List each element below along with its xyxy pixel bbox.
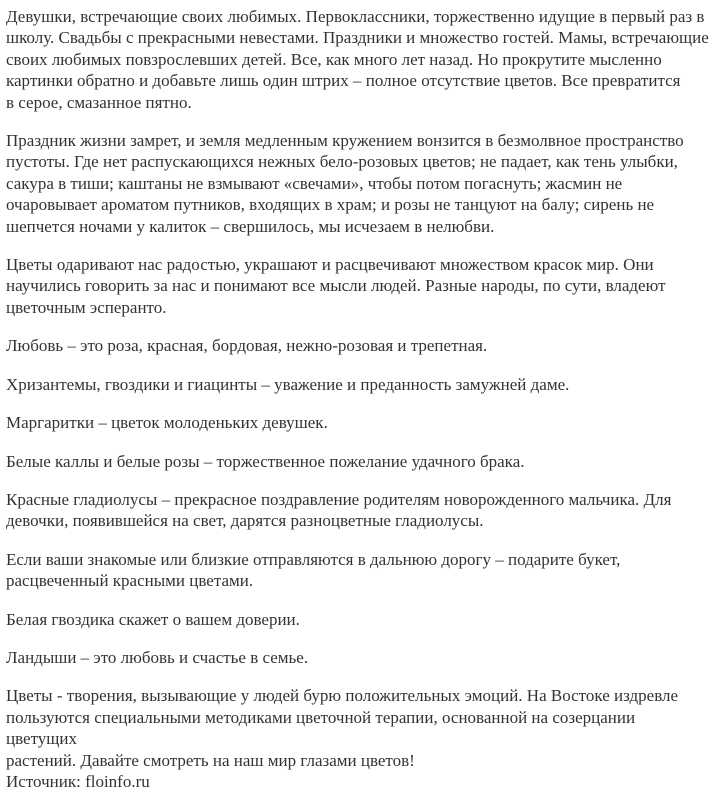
paragraph-celebration: Праздник жизни замрет, и земля медленным кружением вонзится в безмолвное пространство пустоты. Где нет распускающихся нежных бело-розовых цветов; не падает, как тень улыбки, сакура в тиши; каштаны не взмывают «свечами», чтобы потом погаснуть; жасмин не очаровывает ароматом путников, входящих в храм; и розы не танцуют на балу; сирень не шепчется ночами у калиток – свершилось, мы исчезаем в нелюбви.	[6, 131, 684, 236]
paragraph-intro: Девушки, встречающие своих любимых. Первоклассники, торжественно идущие в первый раз в школу. Свадьбы с прекрасными невестами. Праздники и множество гостей. Мамы, встречающие своих любимых повзрослевших детей. Все, как много лет назад. Но прокрутите мысленно картинки обратно и добавьте лишь один штрих – полное отсутствие цветов. Все превратится в серое, смазанное пятно.	[6, 7, 709, 112]
paragraph-callas: Белые каллы и белые розы – торжественное пожелание удачного брака.	[6, 451, 525, 471]
paragraph-love-rose: Любовь – это роза, красная, бордовая, нежно-розовая и трепетная.	[6, 336, 488, 356]
paragraph-conclusion: Цветы - творения, вызывающие у людей бурю положительных эмоций. На Востоке издревле пользуются специальными методиками цветочной терапии, основанной на созерцании цветущих растений. Давайте смотреть на наш мир глазами цветов!	[6, 686, 679, 770]
paragraph-chrysanthemums: Хризантемы, гвоздики и гиацинты – уважение и преданность замужней даме.	[6, 374, 570, 394]
paragraph-daisies: Маргаритки – цветок молоденьких девушек.	[6, 413, 328, 433]
paragraph-lilies-of-valley: Ландыши – это любовь и счастье в семье.	[6, 647, 309, 667]
paragraph-gladioli: Красные гладиолусы – прекрасное поздравление родителям новорожденного мальчика. Для девочки, появившейся на свет, дарятся разноцветные гладиолусы.	[6, 489, 672, 531]
source-credit: Источник: floinfo.ru	[6, 771, 150, 791]
paragraph-white-carnation: Белая гвоздика скажет о вашем доверии.	[6, 609, 300, 629]
paragraph-travel-bouquet: Если ваши знакомые или близкие отправляются в дальнюю дорогу – подарите букет, расцвеченный красными цветами.	[6, 549, 621, 591]
paragraph-flowers-joy: Цветы одаривают нас радостью, украшают и расцвечивают множеством красок мир. Они научились говорить за нас и понимают все мысли людей. Разные народы, по сути, владеют цветочным эсперанто.	[6, 255, 666, 317]
